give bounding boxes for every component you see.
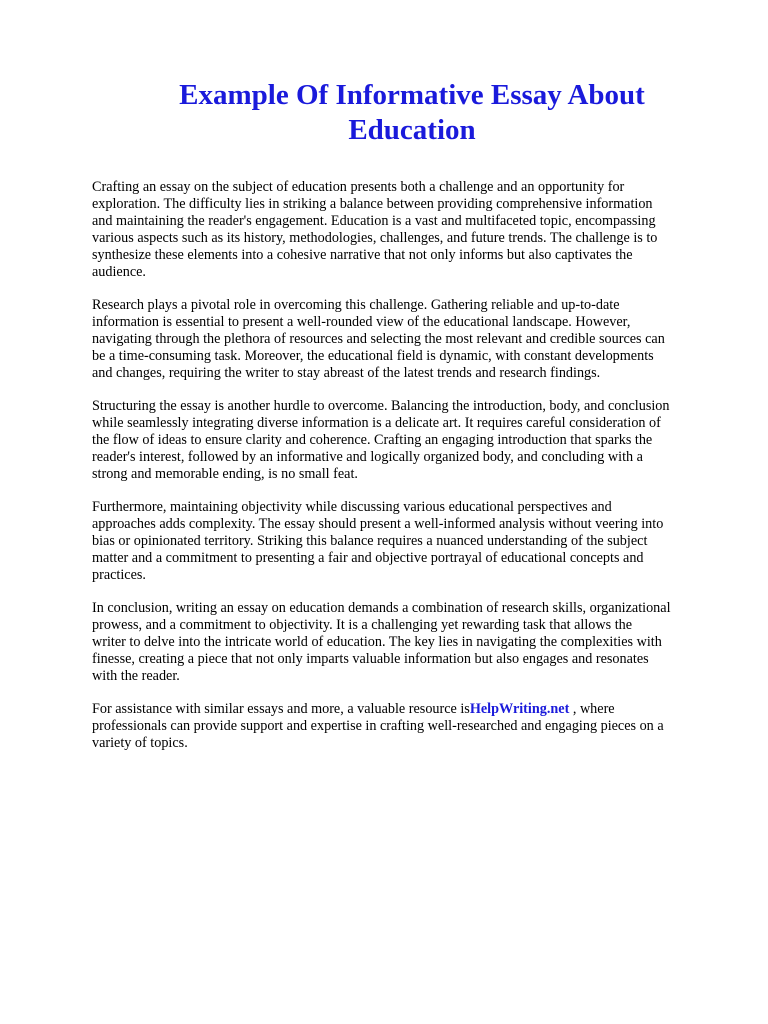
text-line: synthesize these elements into a cohesive narrative that not only informs but also captivates the — [92, 247, 633, 263]
text-line: variety of topics. — [92, 735, 188, 751]
text-line: Furthermore, maintaining objectivity while discussing various educational perspectives and — [92, 499, 612, 515]
paragraph-closing — [92, 701, 732, 752]
document-page — [92, 78, 732, 768]
paragraph-objectivity — [92, 499, 732, 584]
document-title — [92, 78, 732, 148]
text-line: Crafting an essay on the subject of education presents both a challenge and an opportunity for — [92, 179, 625, 195]
text-line: navigating through the plethora of resources and selecting the most relevant and credible sources can — [92, 331, 665, 347]
text-line: and maintaining the reader's engagement. Education is a vast and multifaceted topic, encompassing — [92, 213, 656, 229]
text-line: professionals can provide support and expertise in crafting well-researched and engaging pieces on a — [92, 718, 664, 734]
paragraph-conclusion — [92, 600, 732, 685]
text-line: finesse, creating a piece that not only imparts valuable information but also engages and resonates — [92, 651, 649, 667]
text-line: practices. — [92, 567, 146, 583]
text-line: Structuring the essay is another hurdle to overcome. Balancing the introduction, body, and conclusion — [92, 398, 670, 414]
title-line: Education — [348, 114, 476, 146]
paragraph-research — [92, 297, 732, 382]
text-line: be a time-consuming task. Moreover, the educational field is dynamic, with constant developments — [92, 348, 654, 364]
closing-text-after-link: , where — [569, 701, 615, 717]
text-line: Research plays a pivotal role in overcoming this challenge. Gathering reliable and up-to-date — [92, 297, 620, 313]
text-line: strong and memorable ending, is no small feat. — [92, 466, 358, 482]
text-line: while seamlessly integrating diverse information is a delicate art. It requires careful consideration of — [92, 415, 661, 431]
text-line: reader's interest, followed by an informative and logically organized body, and concluding with a — [92, 449, 643, 465]
text-line: matter and a commitment to presenting a fair and objective portrayal of educational concepts and — [92, 550, 644, 566]
text-line: various aspects such as its history, methodologies, challenges, and future trends. The challenge is to — [92, 230, 658, 246]
text-line: In conclusion, writing an essay on education demands a combination of research skills, organizational — [92, 600, 671, 616]
title-line: Example Of Informative Essay About — [179, 79, 645, 111]
text-line: writer to delve into the intricate world of education. The key lies in navigating the complexities with — [92, 634, 662, 650]
text-line: prowess, and a commitment to objectivity. It is a challenging yet rewarding task that allows the — [92, 617, 633, 633]
closing-text-before-link: For assistance with similar essays and more, a valuable resource is — [92, 701, 470, 717]
text-line: information is essential to present a well-rounded view of the educational landscape. However, — [92, 314, 631, 330]
text-line: approaches adds complexity. The essay should present a well-informed analysis without veering into — [92, 516, 664, 532]
text-line: and changes, requiring the writer to stay abreast of the latest trends and research findings. — [92, 365, 601, 381]
text-line: with the reader. — [92, 668, 180, 684]
text-line: audience. — [92, 264, 146, 280]
helpwriting-link[interactable]: HelpWriting.net — [469, 701, 570, 717]
text-line: exploration. The difficulty lies in striking a balance between providing comprehensive information — [92, 196, 653, 212]
text-line — [92, 701, 732, 718]
text-line: the flow of ideas to ensure clarity and coherence. Crafting an engaging introduction that sparks the — [92, 432, 653, 448]
paragraph-structure — [92, 398, 732, 483]
text-line: bias or opinionated territory. Striking this balance requires a nuanced understanding of the subject — [92, 533, 648, 549]
paragraph-intro — [92, 179, 732, 281]
document-body — [92, 179, 732, 752]
